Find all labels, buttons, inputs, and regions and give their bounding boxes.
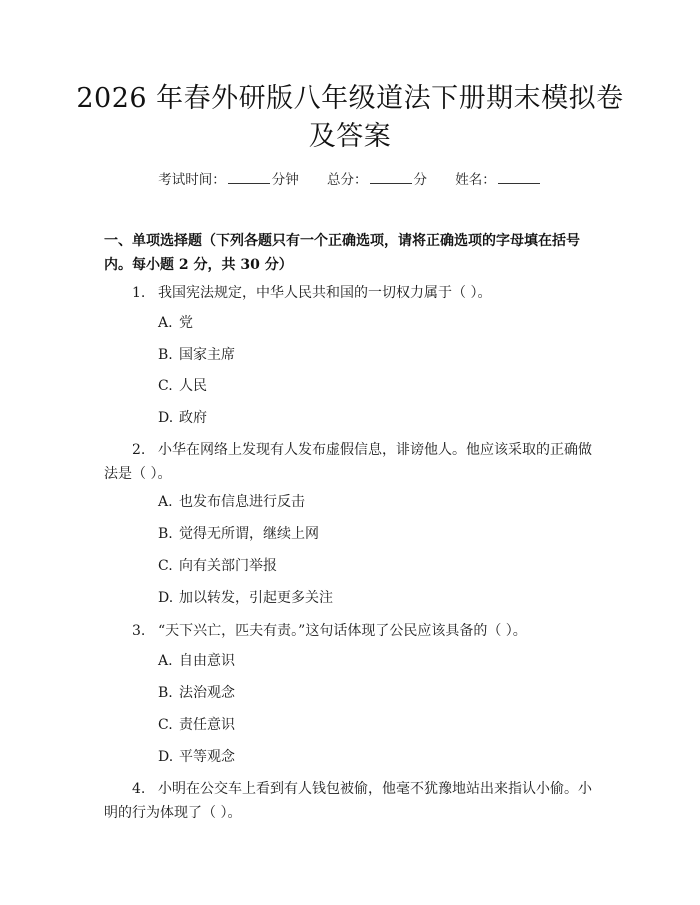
question-2-option-b	[158, 524, 319, 544]
option-text: 也发布信息进行反击	[179, 494, 305, 510]
option-letter: A.	[158, 653, 173, 669]
student-name-field	[455, 168, 542, 188]
question-2	[104, 438, 604, 486]
question-4	[104, 777, 604, 825]
question-1-option-d	[158, 408, 207, 428]
exam-time-label: 考试时间：	[158, 172, 226, 188]
total-score-field	[327, 168, 427, 188]
option-text: 觉得无所谓，继续上网	[179, 526, 319, 542]
total-score-unit: 分	[413, 172, 427, 188]
option-letter: A.	[158, 315, 173, 331]
option-text: 自由意识	[179, 653, 235, 669]
question-1	[104, 281, 604, 305]
option-text: 国家主席	[179, 347, 235, 363]
question-2-option-c	[158, 556, 277, 576]
question-2-option-d	[158, 588, 333, 608]
question-number: 4.	[132, 781, 146, 797]
option-text: 向有关部门举报	[179, 558, 277, 574]
question-text: 小明在公交车上看到有人钱包被偷，他毫不犹豫地站出来指认小偷。小明的行为体现了（ ）。	[104, 781, 592, 821]
question-1-option-c	[158, 376, 207, 396]
student-name-blank	[498, 171, 540, 184]
exam-time-field	[158, 168, 299, 188]
question-3-option-c	[158, 715, 235, 735]
question-3-option-b	[158, 683, 235, 703]
option-text: 平等观念	[179, 749, 235, 765]
question-3-option-d	[158, 747, 235, 767]
page-title-line2: 及答案	[308, 121, 392, 152]
option-text: 党	[179, 315, 193, 331]
question-1-option-b	[158, 345, 235, 365]
question-number: 2.	[132, 442, 146, 458]
option-letter: A.	[158, 494, 173, 510]
option-text: 人民	[179, 378, 207, 394]
option-letter: B.	[158, 347, 173, 363]
question-2-option-a	[158, 492, 305, 512]
exam-meta	[0, 168, 700, 188]
question-3-option-a	[158, 651, 235, 671]
option-text: 责任意识	[179, 717, 235, 733]
option-letter: C.	[158, 378, 173, 394]
option-letter: B.	[158, 685, 173, 701]
page-title-line1: 2026 年春外研版八年级道法下册期末模拟卷	[76, 83, 624, 114]
option-text: 法治观念	[179, 685, 235, 701]
exam-time-unit: 分钟	[271, 172, 299, 188]
student-name-label: 姓名：	[455, 172, 496, 188]
question-text: 我国宪法规定，中华人民共和国的一切权力属于（ ）。	[158, 285, 492, 301]
total-score-blank	[370, 171, 412, 184]
exam-time-blank	[228, 171, 270, 184]
section-heading: 一、单项选择题（下列各题只有一个正确选项，请将正确选项的字母填在括号内。每小题 2 分，共 30 分）	[104, 233, 580, 273]
total-score-label: 总分：	[327, 172, 368, 188]
option-letter: D.	[158, 410, 174, 426]
option-text: 加以转发，引起更多关注	[179, 590, 333, 606]
option-letter: C.	[158, 558, 173, 574]
option-letter: B.	[158, 526, 173, 542]
option-letter: D.	[158, 749, 174, 765]
question-3	[104, 619, 604, 643]
option-text: 政府	[179, 410, 207, 426]
question-1-option-a	[158, 313, 193, 333]
question-number: 3.	[132, 623, 146, 639]
option-letter: D.	[158, 590, 174, 606]
question-number: 1.	[132, 285, 146, 301]
option-letter: C.	[158, 717, 173, 733]
question-text: “天下兴亡，匹夫有责。”这句话体现了公民应该具备的（ ）。	[158, 623, 527, 639]
question-text: 小华在网络上发现有人发布虚假信息，诽谤他人。他应该采取的正确做法是（ ）。	[104, 442, 592, 482]
